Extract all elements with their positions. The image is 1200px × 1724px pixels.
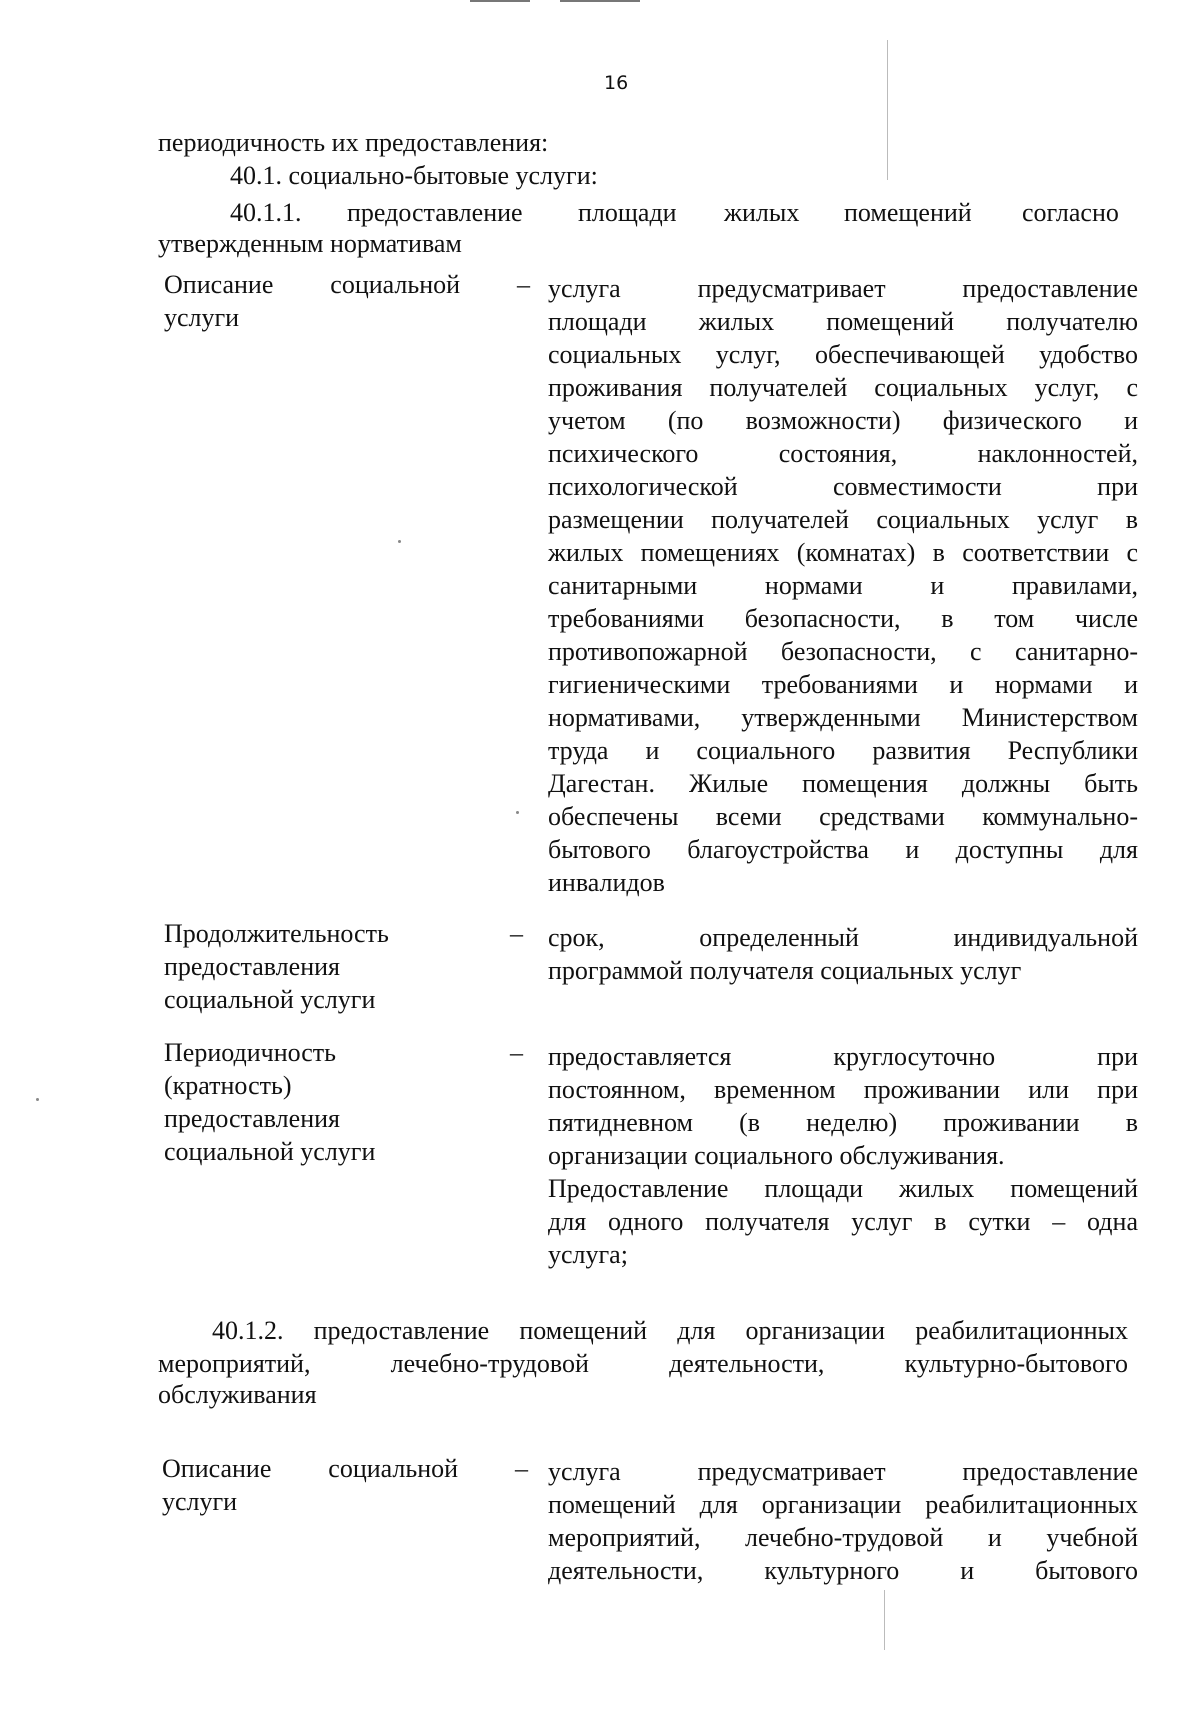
heading-word: 40.1.1. [230, 198, 302, 227]
section-40-1-2-heading: обслуживания [158, 1380, 317, 1409]
row-value-line: организации социального обслуживания. [548, 1141, 1005, 1170]
row-value-line: срок, определенный индивидуальной [548, 923, 1138, 952]
row-value-line: помещений для организации реабилитационных [548, 1490, 1138, 1519]
row-value-line: мероприятий, лечебно-трудовой и учебной [548, 1523, 1138, 1552]
scan-artifact-vertical [887, 40, 888, 180]
scan-speck [36, 1098, 39, 1101]
row-label: Продолжительность [164, 919, 389, 948]
row-value-line: программой получателя социальных услуг [548, 956, 1022, 985]
row-label: социальной услуги [164, 985, 376, 1014]
row-value-line: услуга предусматривает предоставление [548, 274, 1138, 303]
row-value-line: площади жилых помещений получателю [548, 307, 1138, 336]
scan-speck [398, 540, 401, 543]
row-value-line: психического состояния, наклонностей, [548, 439, 1138, 468]
row-value-line: Предоставление площади жилых помещений [548, 1174, 1138, 1203]
heading-word: жилых [724, 198, 800, 227]
row-value-line: проживания получателей социальных услуг, с [548, 373, 1138, 402]
row-value-line: Дагестан. Жилые помещения должны быть [548, 769, 1138, 798]
row-label: Описание социальной – [162, 1454, 528, 1483]
heading-word: согласно [1022, 198, 1119, 227]
row-value-line: пятидневном (в неделю) проживании в [548, 1108, 1138, 1137]
row-value-line: деятельности, культурного и бытового [548, 1556, 1138, 1585]
section-40-1-heading: 40.1. социально-бытовые услуги: [230, 161, 598, 190]
row-value-line: для одного получателя услуг в сутки – одна [548, 1207, 1138, 1236]
row-value-line: труда и социального развития Республики [548, 736, 1138, 765]
row-value-line: размещении получателей социальных услуг в [548, 505, 1138, 534]
row-value-line: нормативами, утвержденными Министерством [548, 703, 1138, 732]
row-value-line: социальных услуг, обеспечивающей удобство [548, 340, 1138, 369]
heading-word: помещений [844, 198, 972, 227]
row-value-line: предоставляется круглосуточно при [548, 1042, 1138, 1071]
scan-artifact-top [560, 0, 640, 2]
row-value-line: психологической совместимости при [548, 472, 1138, 501]
scan-artifact-top [470, 0, 530, 2]
scan-speck [516, 811, 519, 814]
row-value-line: жилых помещениях (комнатах) в соответствии с [548, 538, 1138, 567]
row-value-line: услуга предусматривает предоставление [548, 1457, 1138, 1486]
row-value-line: противопожарной безопасности, с санитарно- [548, 637, 1138, 666]
row-value-line: инвалидов [548, 868, 665, 897]
row-label: предоставления [164, 952, 340, 981]
row-label: социальной услуги [164, 1137, 376, 1166]
section-40-1-1-heading-line2: утвержденным нормативам [158, 229, 462, 258]
row-value-line: бытового благоустройства и доступны для [548, 835, 1138, 864]
intro-line: периодичность их предоставления: [158, 128, 549, 157]
row-label: предоставления [164, 1104, 340, 1133]
row-dash: – [510, 1038, 523, 1067]
row-value-line: обеспечены всеми средствами коммунально- [548, 802, 1138, 831]
row-label: Периодичность [164, 1038, 337, 1067]
section-40-1-2-heading: 40.1.2. предоставление помещений для организации реабилитационных [212, 1316, 1128, 1345]
scan-artifact-vertical [884, 1590, 885, 1650]
row-value-line: услуга; [548, 1240, 628, 1269]
row-label: Описание социальной – [164, 270, 530, 299]
row-value-line: санитарными нормами и правилами, [548, 571, 1138, 600]
heading-word: площади [578, 198, 677, 227]
page-number: 16 [604, 72, 629, 94]
row-dash: – [510, 919, 523, 948]
row-label: (кратность) [164, 1071, 292, 1100]
row-value-line: учетом (по возможности) физического и [548, 406, 1138, 435]
row-value-line: гигиеническими требованиями и нормами и [548, 670, 1138, 699]
row-label: услуги [162, 1487, 238, 1516]
section-40-1-2-heading: мероприятий, лечебно-трудовой деятельности, культурно-бытового [158, 1349, 1128, 1378]
row-value-line: постоянном, временном проживании или при [548, 1075, 1138, 1104]
row-label: услуги [164, 303, 240, 332]
row-value-line: требованиями безопасности, в том числе [548, 604, 1138, 633]
heading-word: предоставление [347, 198, 523, 227]
